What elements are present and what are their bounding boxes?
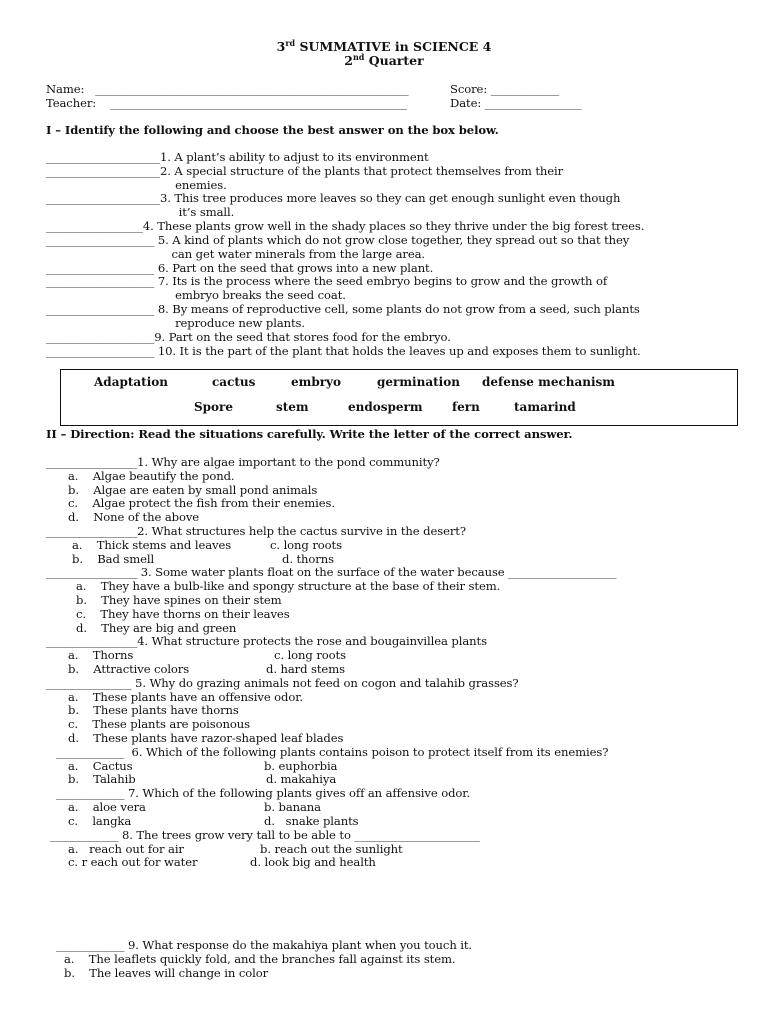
question-7: ____________ 7. Which of the following plants gives off an affensive odor. [56, 786, 471, 800]
part1-line: ____________________2. A special structure of the plants that protect themselves from their [46, 164, 564, 178]
part1-line: embryo breaks the seed coat. [46, 288, 346, 302]
q5-option: d. These plants have razor-shaped leaf blades [68, 731, 344, 745]
q3-option: d. They are big and green [76, 621, 237, 635]
q8-option: b. reach out the sunlight [260, 842, 403, 856]
q4-option: c. long roots [274, 648, 346, 662]
q2-option: b. Bad smell [72, 552, 155, 566]
q7-option: b. banana [264, 800, 321, 814]
date-field: Date: _________________ [450, 96, 582, 110]
answer-word: germination [377, 375, 460, 389]
q1-option: d. None of the above [68, 510, 200, 524]
score-field: Score: ____________ [450, 82, 560, 96]
question-5: _______________ 5. Why do grazing animals not feed on cogon and talahib grasses? [46, 676, 519, 690]
part1-line: ___________________ 5. A kind of plants which do not grow close together, they spread out so that they [46, 233, 630, 247]
answer-word: stem [276, 400, 309, 414]
part1-line: ___________________ 6. Part on the seed that grows into a new plant. [46, 261, 434, 275]
part1-line: reproduce new plants. [46, 316, 305, 330]
q1-option: c. Algae protect the fish from their enemies. [68, 496, 335, 510]
answer-word: Spore [194, 400, 234, 414]
part1-line: ___________________ 10. It is the part of the plant that holds the leaves up and exposes them to sunlight. [46, 344, 641, 358]
part2-heading: II – Direction: Read the situations carefully. Write the letter of the correct answer. [46, 427, 573, 441]
q2-option: d. thorns [282, 552, 334, 566]
part1-line: ____________________3. This tree produces more leaves so they can get enough sunlight even though [46, 191, 621, 205]
q3-option: c. They have thorns on their leaves [76, 607, 290, 621]
q6-option: a. Cactus [68, 759, 133, 773]
q4-option: a. Thorns [68, 648, 134, 662]
q1-option: a. Algae beautify the pond. [68, 469, 235, 483]
part1-heading: I – Identify the following and choose the best answer on the box below. [46, 123, 499, 137]
answer-word: fern [452, 400, 480, 414]
answer-word: cactus [212, 375, 256, 389]
name-field: Name: _______________________________________________________ [46, 82, 409, 96]
q5-option: b. These plants have thorns [68, 703, 239, 717]
q3-option: b. They have spines on their stem [76, 593, 282, 607]
part1-line: ___________________9. Part on the seed that stores food for the embryo. [46, 330, 451, 344]
answer-word: tamarind [514, 400, 576, 414]
q3-option: a. They have a bulb-like and spongy structure at the base of their stem. [76, 579, 501, 593]
part1-line: ___________________ 7. Its is the process where the seed embryo begins to grow and the growth of [46, 274, 608, 288]
question-1: ________________1. Why are algae important to the pond community? [46, 455, 440, 469]
q2-option: c. long roots [270, 538, 342, 552]
answer-word: defense mechanism [482, 375, 615, 389]
answer-word: endosperm [348, 400, 423, 414]
q7-option: d. snake plants [264, 814, 359, 828]
q7-option: a. aloe vera [68, 800, 146, 814]
answer-word: Adaptation [94, 375, 169, 389]
q6-option: b. euphorbia [264, 759, 338, 773]
question-9: ____________ 9. What response do the makahiya plant when you touch it. [56, 938, 473, 952]
part1-line: ____________________1. A plant’s ability to adjust to its environment [46, 150, 429, 164]
part1-line: it’s small. [46, 205, 235, 219]
q5-option: c. These plants are poisonous [68, 717, 250, 731]
question-3: ________________ 3. Some water plants float on the surface of the water because ___________________ [46, 565, 617, 579]
q4-option: b. Attractive colors [68, 662, 190, 676]
answer-word: embryo [291, 375, 342, 389]
teacher-field: Teacher: ____________________________________________________ [46, 96, 407, 110]
q8-option: d. look big and health [250, 855, 376, 869]
part1-line: can get water minerals from the large area. [46, 247, 425, 261]
part1-line: _________________4. These plants grow well in the shady places so they thrive under the big forest trees. [46, 219, 645, 233]
q7-option: c. langka [68, 814, 132, 828]
part1-line: enemies. [46, 178, 227, 192]
q1-option: b. Algae are eaten by small pond animals [68, 483, 318, 497]
q6-option: b. Talahib [68, 772, 136, 786]
question-4: ________________4. What structure protects the rose and bougainvillea plants [46, 634, 487, 648]
q5-option: a. These plants have an offensive odor. [68, 690, 304, 704]
q9-option: b. The leaves will change in color [64, 966, 269, 980]
quarter-subtitle: 2nd Quarter [344, 51, 424, 68]
question-6: ____________ 6. Which of the following plants contains poison to protect itself from its enemies? [56, 745, 609, 759]
q2-option: a. Thick stems and leaves [72, 538, 232, 552]
q4-option: d. hard stems [266, 662, 345, 676]
part1-line: ___________________ 8. By means of reproductive cell, some plants do not grow from a seed, such plants [46, 302, 640, 316]
q8-option: c. r each out for water [68, 855, 198, 869]
q6-option: d. makahiya [266, 772, 337, 786]
q8-option: a. reach out for air [68, 842, 184, 856]
q9-option: a. The leaflets quickly fold, and the branches fall against its stem. [64, 952, 456, 966]
document-title: 3rd SUMMATIVE in SCIENCE 4 [276, 37, 492, 54]
question-8: ____________ 8. The trees grow very tall to be able to ______________________ [50, 828, 480, 842]
question-2: ________________2. What structures help the cactus survive in the desert? [46, 524, 466, 538]
